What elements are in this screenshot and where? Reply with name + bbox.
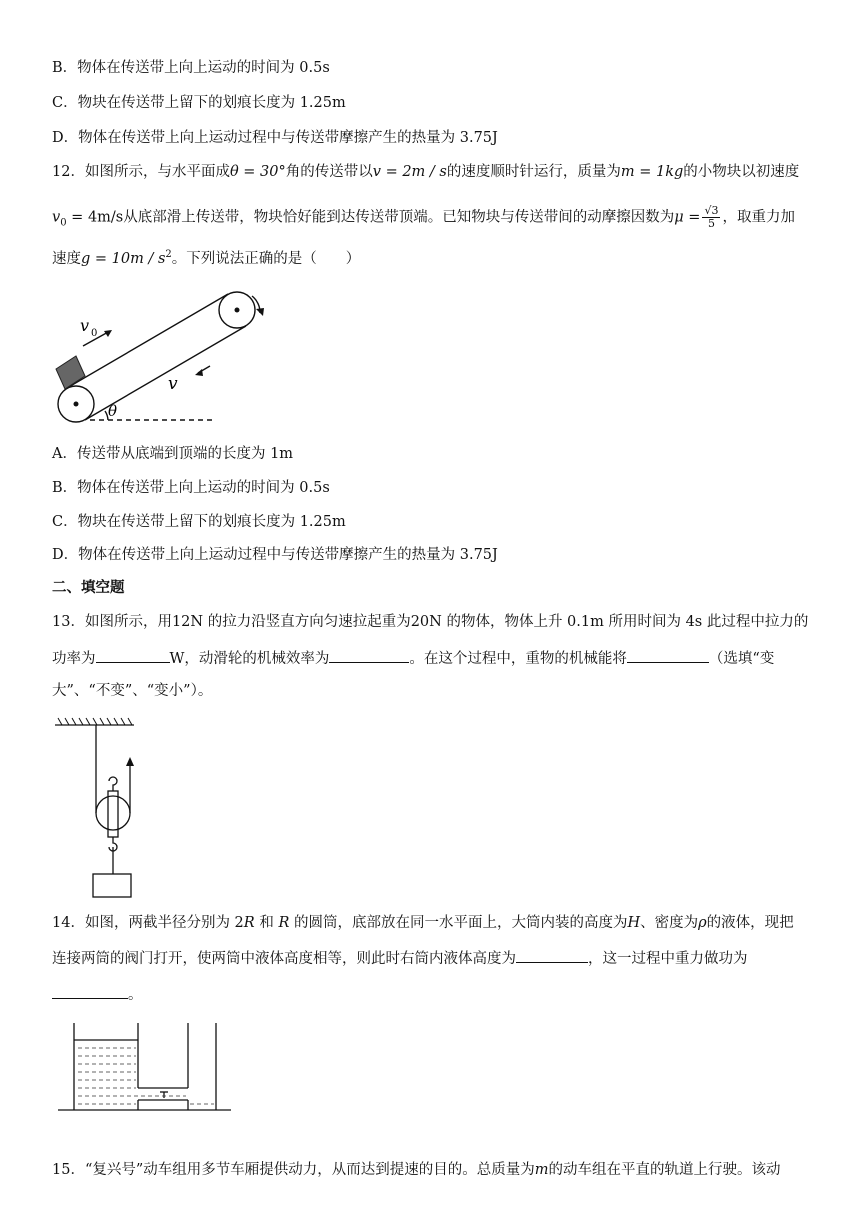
q13-stem-line2: 功率为 W，动滑轮的机械效率为 。在这个过程中，重物的机械能将 （选填“变: [52, 648, 774, 669]
fig-theta-label: θ: [108, 402, 118, 420]
q12-stem-line3: 速度$g = 10m / s^2$。下列说法正确的是（ ）: [52, 249, 361, 267]
q14-stem-line3: 。: [52, 984, 143, 1005]
movable-pulley: [96, 796, 130, 830]
q13-blank-efficiency[interactable]: [329, 648, 409, 663]
q12-option-a: A．传送带从底端到顶端的长度为 1m: [52, 446, 294, 462]
fig-v-label: v: [168, 374, 178, 394]
weight-box: [93, 874, 131, 897]
q11-option-b: B．物体在传送带上向上运动的时间为 0.5s: [52, 60, 330, 76]
section-title: 二、填空题: [52, 579, 125, 596]
pulley-figure: [52, 715, 142, 900]
q15-stem-line1: 15．“复兴号”动车组用多节车厢提供动力，从而达到提速的目的。总质量为m的动车组在平直的轨道上行驶。该动: [52, 1162, 781, 1178]
conveyor-belt-figure: [50, 285, 270, 430]
mu-fraction: $\frac{√3}{5}$: [704, 204, 719, 230]
q12-option-c: C．物块在传送带上留下的划痕长度为 1.25m: [52, 514, 346, 530]
fig-v0-label: v: [80, 316, 90, 335]
block: [56, 356, 85, 389]
q13-stem-line1: 13．如图所示，用12N 的拉力沿竖直方向匀速拉起重为20N 的物体，物体上升 0.1m 所用时间为 4s 此过程中拉力的: [52, 614, 809, 630]
q14-blank-work[interactable]: [52, 984, 128, 999]
q11-option-d: D．物体在传送带上向上运动过程中与传送带摩擦产生的热量为 3.75J: [52, 130, 498, 146]
q13-stem-line3: 大”、“不变”、“变小”）。: [52, 683, 213, 699]
cylinders-figure: [56, 1018, 236, 1113]
q14-stem-line1: 14．如图，两截半径分别为 2R 和 R 的圆筒，底部放在同一水平面上，大筒内装的高度为H、密度为ρ的液体，现把: [52, 915, 794, 931]
fig-v0-sub: 0: [91, 328, 98, 339]
q12-stem-line2: $v_0 = 4m/s$从底部滑上传送带，物块恰好能到达传送带顶端。已知物块与传送带间的动摩擦因数为μ = $\frac{√3}{5}$ ，取重力加: [52, 204, 795, 230]
q12-stem-line1: 12．如图所示，与水平面成θ = 30°角的传送带以v = 2m / s的速度顺时针运行，质量为m = 1kg的小物块以初速度: [52, 164, 800, 180]
q12-option-d: D．物体在传送带上向上运动过程中与传送带摩擦产生的热量为 3.75J: [52, 547, 498, 563]
q13-blank-energy[interactable]: [627, 648, 709, 663]
q12-option-b: B．物体在传送带上向上运动的时间为 0.5s: [52, 480, 330, 496]
q11-option-c: C．物块在传送带上留下的划痕长度为 1.25m: [52, 95, 346, 111]
q14-blank-height[interactable]: [516, 948, 588, 963]
q13-blank-power[interactable]: [96, 648, 170, 663]
q14-stem-line2: 连接两筒的阀门打开，使两筒中液体高度相等，则此时右筒内液体高度为 ，这一过程中重力做功为: [52, 948, 748, 969]
